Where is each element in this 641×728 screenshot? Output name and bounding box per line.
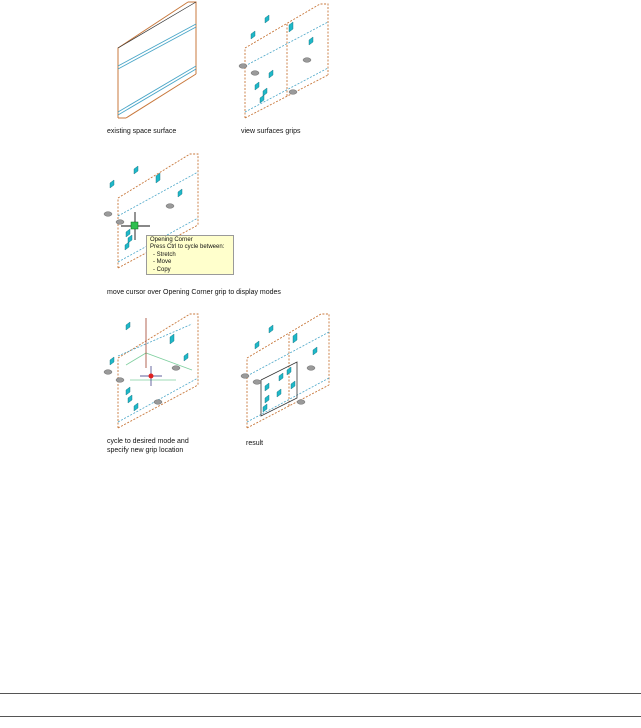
caption-cycle-mode-line1: cycle to desired mode and	[107, 438, 189, 445]
result-figure	[235, 310, 345, 435]
caption-cycle-mode-line2: specify new grip location	[107, 447, 184, 454]
caption-view-surfaces-grips: view surfaces grips	[241, 128, 301, 135]
caption-result: result	[246, 440, 264, 447]
divider-top	[0, 693, 641, 694]
existing-space-surface-figure	[100, 0, 220, 125]
tooltip-hint: Press Ctrl to cycle between:	[150, 244, 225, 251]
tooltip-option-copy: - Copy	[153, 266, 171, 273]
cycle-mode-figure	[100, 310, 210, 435]
opening-corner-tooltip	[146, 235, 234, 275]
divider-bottom	[0, 716, 641, 717]
tooltip-option-move: - Move	[153, 259, 172, 266]
caption-move-cursor: move cursor over Opening Corner grip to display modes	[107, 289, 281, 296]
tooltip-title: Opening Corner	[150, 237, 193, 243]
tooltip-option-stretch: - Stretch	[153, 251, 176, 258]
view-surfaces-grips-figure	[235, 0, 335, 125]
caption-existing-space-surface: existing space surface	[107, 128, 177, 135]
